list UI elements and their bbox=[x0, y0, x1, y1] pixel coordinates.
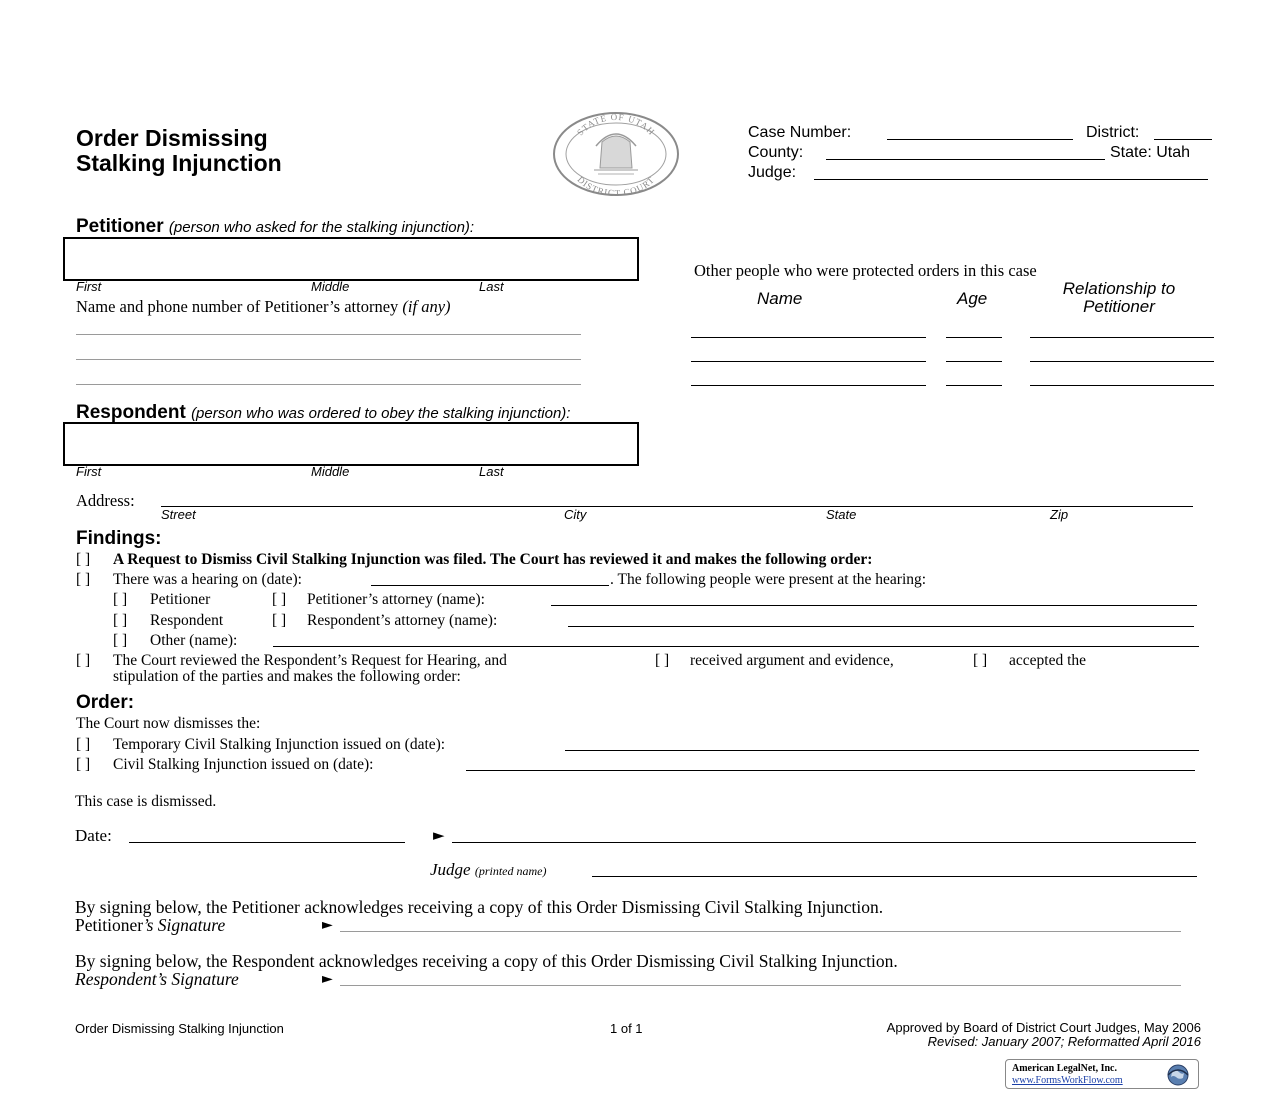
county-field[interactable] bbox=[826, 159, 1105, 160]
respondent-signature-field[interactable] bbox=[340, 985, 1181, 986]
finding-3-text-d: stipulation of the parties and makes the following order: bbox=[113, 668, 461, 685]
protected-age-line-3[interactable] bbox=[946, 385, 1002, 386]
respondent-signature-arrow-icon: ► bbox=[322, 971, 333, 987]
petitioner-signature-label-b: ’s Signature bbox=[143, 915, 226, 935]
footer-form-name: Order Dismissing Stalking Injunction bbox=[75, 1021, 284, 1036]
finding-3-text-c: accepted the bbox=[1009, 652, 1087, 669]
judge-label-text: Judge bbox=[430, 860, 471, 879]
logo-url[interactable]: www.FormsWorkFlow.com bbox=[1012, 1075, 1123, 1086]
address-label: Address: bbox=[76, 491, 135, 510]
petitioner-signature-label bbox=[75, 915, 225, 936]
title-line-2: Stalking Injunction bbox=[76, 150, 282, 176]
american-legalnet-logo[interactable] bbox=[1005, 1059, 1199, 1089]
footer-approved: Approved by Board of District Court Judges, May 2006 bbox=[886, 1020, 1201, 1035]
footer-page-number: 1 of 1 bbox=[610, 1021, 643, 1036]
other-name-field[interactable] bbox=[273, 646, 1199, 647]
temporary-injunction-date-field[interactable] bbox=[565, 750, 1199, 751]
county-label: County: bbox=[748, 144, 804, 161]
globe-icon bbox=[1166, 1063, 1190, 1087]
protected-col-age: Age bbox=[957, 289, 988, 308]
petitioner-attorney-note: (if any) bbox=[402, 297, 451, 316]
protected-name-line-3[interactable] bbox=[691, 385, 926, 386]
address-state-label: State bbox=[826, 507, 857, 522]
attorney-line-2[interactable] bbox=[76, 359, 581, 360]
respondent-middle-label: Middle bbox=[311, 464, 350, 479]
petitioner-name-box[interactable] bbox=[63, 237, 639, 281]
form-title bbox=[76, 126, 282, 176]
judge-signature-field[interactable] bbox=[452, 842, 1196, 843]
petitioner-attorney-text: Name and phone number of Petitioner’s attorney bbox=[76, 297, 399, 316]
order-date-field[interactable] bbox=[129, 842, 405, 843]
finding-1-text: A Request to Dismiss Civil Stalking Injunction was filed. The Court has reviewed it and makes the following order: bbox=[113, 551, 873, 568]
finding-1-checkbox[interactable]: [ ] bbox=[76, 551, 91, 568]
attorney-line-1[interactable] bbox=[76, 334, 581, 335]
petitioner-signature-field[interactable] bbox=[340, 931, 1181, 932]
finding-2-text-a: There was a hearing on (date): bbox=[113, 571, 302, 588]
order-heading: Order: bbox=[76, 692, 135, 713]
footer-approval bbox=[887, 1021, 1201, 1049]
address-city-label: City bbox=[564, 507, 587, 522]
order-2-checkbox[interactable]: [ ] bbox=[76, 756, 91, 773]
respondent-attorney-name-field[interactable] bbox=[568, 626, 1194, 627]
order-intro: The Court now dismisses the: bbox=[76, 715, 261, 732]
case-number-field[interactable] bbox=[887, 139, 1073, 140]
petitioner-acknowledgement: By signing below, the Petitioner acknowledges receiving a copy of this Order Dismissing Civil Stalking Injunction. bbox=[75, 897, 884, 917]
protected-age-line-2[interactable] bbox=[946, 361, 1002, 362]
present-respondent-checkbox[interactable]: [ ] bbox=[113, 612, 128, 629]
footer-revised: Revised: January 2007; Reformatted April 2016 bbox=[927, 1034, 1201, 1049]
address-street-label: Street bbox=[161, 507, 196, 522]
petitioner-attorney-label bbox=[76, 297, 451, 317]
order-2-text: Civil Stalking Injunction issued on (date): bbox=[113, 756, 374, 773]
date-label: Date: bbox=[75, 826, 112, 845]
petitioner-note: (person who asked for the stalking injunction): bbox=[168, 219, 475, 236]
respondent-first-label: First bbox=[76, 464, 102, 479]
finding-3-text-b: received argument and evidence, bbox=[690, 652, 894, 669]
petitioner-last-label: Last bbox=[479, 279, 504, 294]
present-petitioner-attorney-label: Petitioner’s attorney (name): bbox=[307, 591, 485, 608]
petitioner-attorney-name-field[interactable] bbox=[551, 605, 1197, 606]
present-other-label: Other (name): bbox=[150, 632, 238, 649]
petitioner-first-label: First bbox=[76, 279, 102, 294]
finding-3-text-a: The Court reviewed the Respondent’s Request for Hearing, and bbox=[113, 652, 507, 669]
finding-2-text-b: . The following people were present at the hearing: bbox=[610, 571, 927, 588]
order-1-checkbox[interactable]: [ ] bbox=[76, 736, 91, 753]
seal-bottom-text: DISTRICT COURT bbox=[575, 174, 657, 196]
order-1-text: Temporary Civil Stalking Injunction issued on (date): bbox=[113, 736, 446, 753]
protected-col-name: Name bbox=[757, 289, 803, 308]
respondent-heading bbox=[76, 402, 570, 424]
respondent-heading-text: Respondent bbox=[76, 402, 186, 423]
judge-printed-name-field[interactable] bbox=[592, 876, 1197, 877]
respondent-acknowledgement: By signing below, the Respondent acknowledges receiving a copy of this Order Dismissing Civil Stalking Injunction. bbox=[75, 951, 898, 971]
petitioner-heading bbox=[76, 216, 474, 238]
petitioner-middle-label: Middle bbox=[311, 279, 350, 294]
judge-label: Judge: bbox=[748, 164, 797, 181]
judge-printed-label bbox=[430, 860, 547, 880]
protected-col-rel-line2: Petitioner bbox=[1083, 297, 1155, 316]
judge-field[interactable] bbox=[814, 179, 1208, 180]
protected-age-line-1[interactable] bbox=[946, 337, 1002, 338]
respondent-note: (person who was ordered to obey the stalking injunction): bbox=[191, 405, 571, 422]
attorney-line-3[interactable] bbox=[76, 384, 581, 385]
logo-company-name: American LegalNet, Inc. bbox=[1012, 1063, 1117, 1074]
address-zip-label: Zip bbox=[1050, 507, 1069, 522]
present-petitioner-checkbox[interactable]: [ ] bbox=[113, 591, 128, 608]
title-line-1: Order Dismissing bbox=[76, 125, 268, 151]
state-seal-icon bbox=[552, 112, 680, 196]
protected-name-line-1[interactable] bbox=[691, 337, 926, 338]
present-petitioner-label: Petitioner bbox=[150, 591, 211, 608]
finding-3-argument-checkbox[interactable]: [ ] bbox=[655, 652, 670, 669]
district-field[interactable] bbox=[1154, 139, 1212, 140]
case-dismissed-text: This case is dismissed. bbox=[75, 793, 217, 810]
seal-top-text: STATE OF UTAH bbox=[574, 112, 657, 138]
present-other-checkbox[interactable]: [ ] bbox=[113, 632, 128, 649]
protected-intro: Other people who were protected orders in this case bbox=[694, 261, 1037, 280]
respondent-signature-label: Respondent’s Signature bbox=[75, 969, 239, 989]
petitioner-heading-text: Petitioner bbox=[76, 216, 164, 237]
present-respondent-label: Respondent bbox=[150, 612, 224, 629]
protected-col-relationship bbox=[1030, 280, 1208, 316]
respondent-name-box[interactable] bbox=[63, 422, 639, 466]
protected-col-rel-line1: Relationship to bbox=[1062, 279, 1176, 298]
respondent-last-label: Last bbox=[479, 464, 504, 479]
protected-rel-line-3[interactable] bbox=[1030, 385, 1214, 386]
civil-injunction-date-field[interactable] bbox=[466, 770, 1195, 771]
findings-heading: Findings: bbox=[76, 528, 162, 549]
finding-3-checkbox[interactable]: [ ] bbox=[76, 652, 91, 669]
address-field[interactable] bbox=[161, 506, 1193, 507]
petitioner-signature-arrow-icon: ► bbox=[322, 917, 333, 933]
present-petitioner-attorney-checkbox[interactable]: [ ] bbox=[272, 591, 287, 608]
protected-rel-line-2[interactable] bbox=[1030, 361, 1214, 362]
hearing-date-field[interactable] bbox=[371, 585, 609, 586]
petitioner-signature-label-a: Petitioner bbox=[75, 915, 144, 935]
protected-name-line-2[interactable] bbox=[691, 361, 926, 362]
judge-signature-arrow-icon: ► bbox=[433, 826, 445, 844]
present-respondent-attorney-checkbox[interactable]: [ ] bbox=[272, 612, 287, 629]
finding-3-stipulation-checkbox[interactable]: [ ] bbox=[973, 652, 988, 669]
judge-label-note: (printed name) bbox=[474, 864, 547, 878]
protected-rel-line-1[interactable] bbox=[1030, 337, 1214, 338]
case-number-label: Case Number: bbox=[748, 124, 852, 141]
state-label: State: Utah bbox=[1110, 144, 1191, 161]
present-respondent-attorney-label: Respondent’s attorney (name): bbox=[307, 612, 498, 629]
district-label: District: bbox=[1086, 124, 1140, 141]
finding-2-checkbox[interactable]: [ ] bbox=[76, 571, 91, 588]
